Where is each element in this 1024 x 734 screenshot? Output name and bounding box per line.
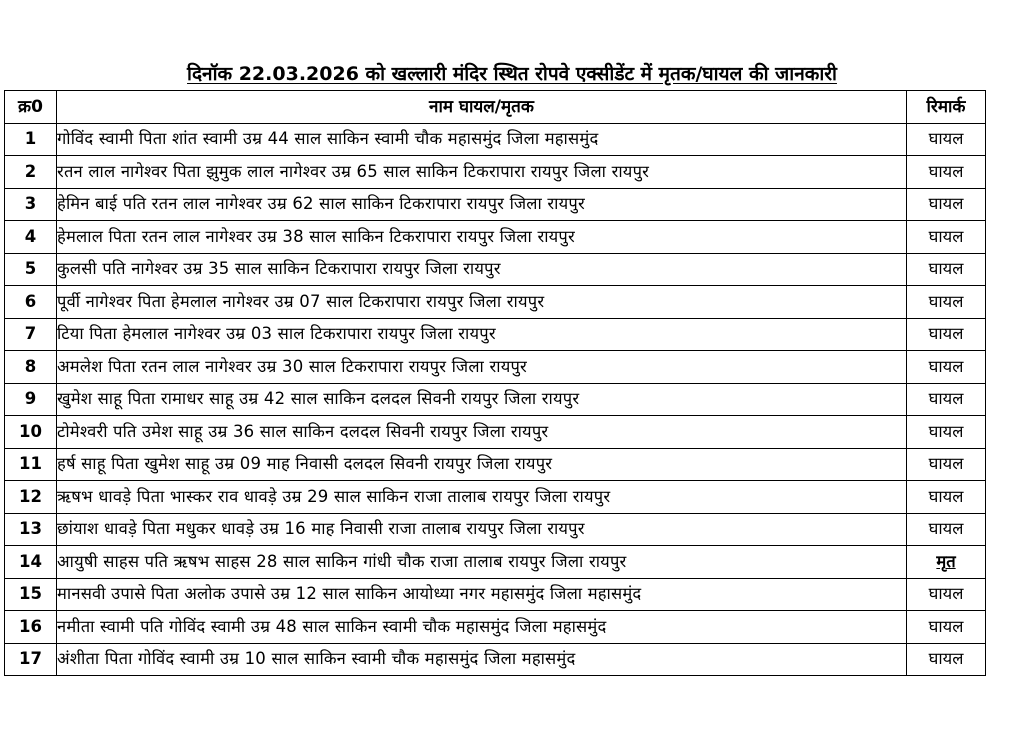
name-cell: रतन लाल नागेश्वर पिता झुमुक लाल नागेश्वर उम्र 65 साल साकिन टिकरापारा रायपुर जिला रायपुर [57,156,907,189]
serial-cell: 5 [5,253,57,286]
table-row [5,513,986,546]
remark-cell: घायल [907,188,986,221]
table-row [5,156,986,189]
table-row [5,188,986,221]
name-cell: गोविंद स्वामी पिता शांत स्वामी उम्र 44 साल साकिन स्वामी चौक महासमुंद जिला महासमुंद [57,123,907,156]
serial-cell: 4 [5,221,57,254]
serial-cell: 17 [5,643,57,676]
serial-cell: 3 [5,188,57,221]
serial-cell: 16 [5,611,57,644]
remark-cell: घायल [907,221,986,254]
table-row [5,448,986,481]
table-row [5,221,986,254]
table-row [5,383,986,416]
table-row [5,253,986,286]
name-cell: कुलसी पति नागेश्वर उम्र 35 साल साकिन टिकरापारा रायपुर जिला रायपुर [57,253,907,286]
name-cell: पूर्वी नागेश्वर पिता हेमलाल नागेश्वर उम्र 07 साल टिकरापारा रायपुर जिला रायपुर [57,286,907,319]
serial-cell: 7 [5,318,57,351]
table-row [5,351,986,384]
table-row [5,318,986,351]
name-cell: नमीता स्वामी पति गोविंद स्वामी उम्र 48 साल साकिन स्वामी चौक महासमुंद जिला महासमुंद [57,611,907,644]
name-cell: हेमलाल पिता रतन लाल नागेश्वर उम्र 38 साल साकिन टिकरापारा रायपुर जिला रायपुर [57,221,907,254]
serial-cell: 11 [5,448,57,481]
serial-cell: 12 [5,481,57,514]
document-title: दिनॉक 22.03.2026 को खल्लारी मंदिर स्थित रोपवे एक्सीडेंट में मृतक/घायल की जानकारी [187,63,837,85]
table-row [5,643,986,676]
table-row [5,611,986,644]
name-cell: छांयाश धावड़े पिता मधुकर धावड़े उम्र 16 माह निवासी राजा तालाब रायपुर जिला रायपुर [57,513,907,546]
serial-cell: 9 [5,383,57,416]
name-cell: हर्ष साहू पिता खुमेश साहू उम्र 09 माह निवासी दलदल सिवनी रायपुर जिला रायपुर [57,448,907,481]
remark-cell: घायल [907,416,986,449]
casualty-table [4,90,986,676]
remark-cell: घायल [907,481,986,514]
serial-cell: 10 [5,416,57,449]
serial-cell: 1 [5,123,57,156]
table-header-row [5,91,986,124]
remark-cell: घायल [907,123,986,156]
serial-cell: 8 [5,351,57,384]
remark-cell: घायल [907,253,986,286]
table-row [5,546,986,579]
name-cell: हेमिन बाई पति रतन लाल नागेश्वर उम्र 62 साल साकिन टिकरापारा रायपुर जिला रायपुर [57,188,907,221]
remark-cell: घायल [907,578,986,611]
serial-cell: 2 [5,156,57,189]
remark-cell: घायल [907,351,986,384]
remark-cell: घायल [907,286,986,319]
name-cell: टोमेश्वरी पति उमेश साहू उम्र 36 साल साकिन दलदल सिवनी रायपुर जिला रायपुर [57,416,907,449]
name-cell: ऋषभ धावड़े पिता भास्कर राव धावड़े उम्र 29 साल साकिन राजा तालाब रायपुर जिला रायपुर [57,481,907,514]
serial-cell: 14 [5,546,57,579]
remark-cell: घायल [907,643,986,676]
remark-cell: घायल [907,156,986,189]
name-cell: आयुषी साहस पति ऋषभ साहस 28 साल साकिन गांधी चौक राजा तालाब रायपुर जिला रायपुर [57,546,907,579]
name-cell: मानसवी उपासे पिता अलोक उपासे उम्र 12 साल साकिन आयोध्या नगर महासमुंद जिला महासमुंद [57,578,907,611]
header-remark: रिमार्क [907,91,986,124]
table-row [5,416,986,449]
name-cell: अंशीता पिता गोविंद स्वामी उम्र 10 साल साकिन स्वामी चौक महासमुंद जिला महासमुंद [57,643,907,676]
serial-cell: 15 [5,578,57,611]
remark-cell-deceased: मृत [907,546,986,579]
table-row [5,578,986,611]
remark-cell: घायल [907,318,986,351]
table-row [5,286,986,319]
table-row [5,481,986,514]
table-row [5,123,986,156]
name-cell: अमलेश पिता रतन लाल नागेश्वर उम्र 30 साल टिकरापारा रायपुर जिला रायपुर [57,351,907,384]
serial-cell: 13 [5,513,57,546]
name-cell: टिया पिता हेमलाल नागेश्वर उम्र 03 साल टिकरापारा रायपुर जिला रायपुर [57,318,907,351]
name-cell: खुमेश साहू पिता रामाधर साहू उम्र 42 साल साकिन दलदल सिवनी रायपुर जिला रायपुर [57,383,907,416]
header-name: नाम घायल/मृतक [57,91,907,124]
remark-cell: घायल [907,611,986,644]
remark-cell: घायल [907,383,986,416]
remark-cell: घायल [907,513,986,546]
remark-cell: घायल [907,448,986,481]
serial-cell: 6 [5,286,57,319]
header-serial: क्र0 [5,91,57,124]
